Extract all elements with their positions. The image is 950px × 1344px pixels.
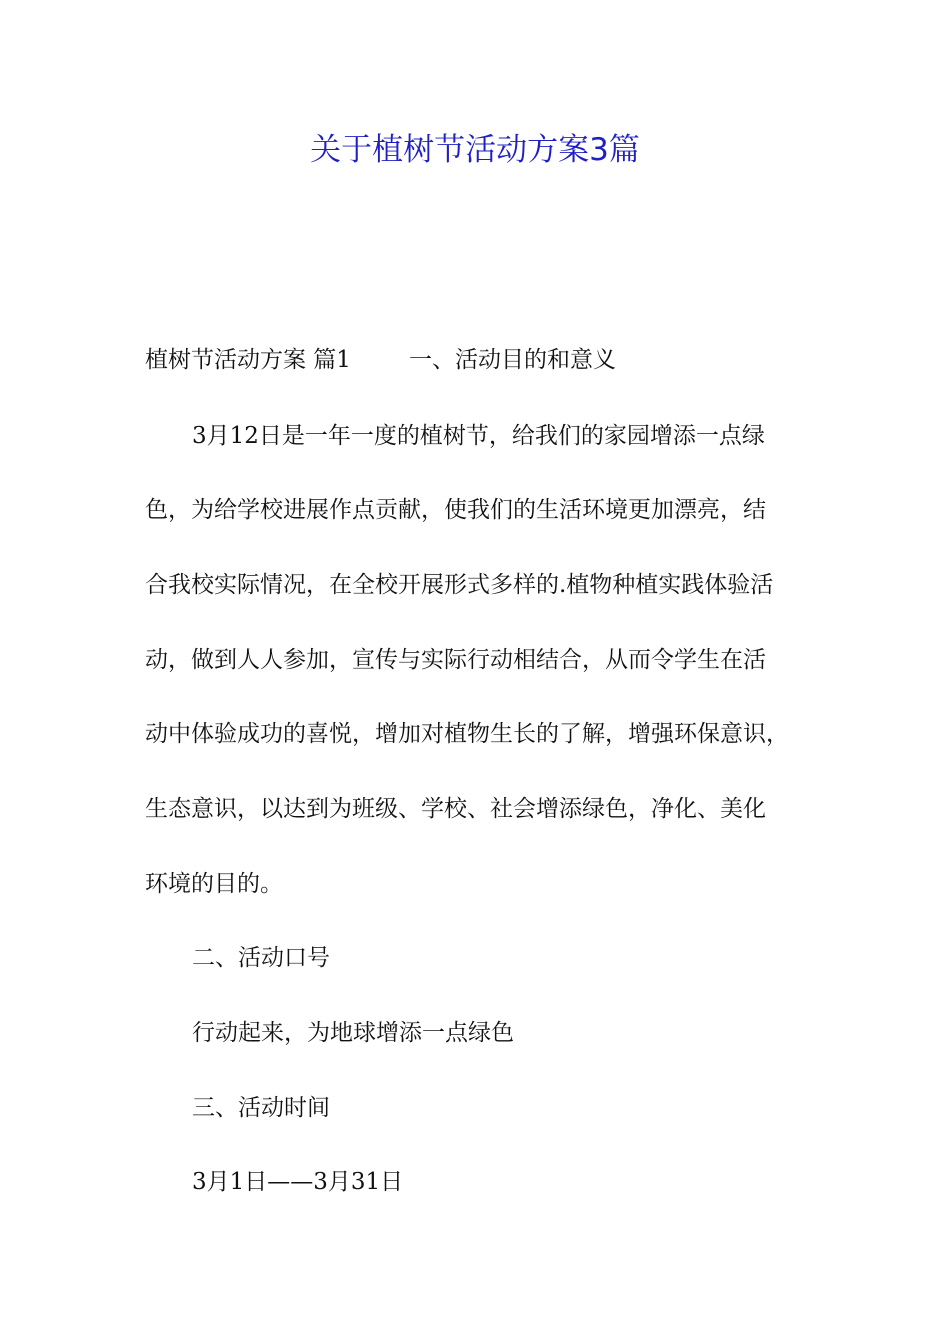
time-range-text: 3月1日——3月31日 bbox=[192, 1169, 404, 1195]
section1-heading: 一、活动目的和意义 bbox=[408, 347, 616, 373]
slogan-text: 行动起来，为地球增添一点绿色 bbox=[192, 1020, 514, 1046]
paragraph-line: 3月12日是一年一度的植树节，给我们的家园增添一点绿 bbox=[192, 423, 765, 449]
section2-heading: 二、活动口号 bbox=[192, 945, 330, 971]
paragraph-line: 色，为给学校进展作点贡献，使我们的生活环境更加漂亮，结 bbox=[145, 497, 766, 523]
document-title: 关于植树节活动方案3篇 bbox=[310, 132, 640, 168]
paragraph-line: 动，做到人人参加，宣传与实际行动相结合，从而令学生在活 bbox=[145, 647, 766, 673]
paragraph-line: 动中体验成功的喜悦，增加对植物生长的了解，增强环保意识， bbox=[145, 721, 789, 747]
paragraph-line: 环境的目的。 bbox=[145, 871, 283, 897]
section3-heading: 三、活动时间 bbox=[192, 1095, 330, 1121]
paragraph-line: 生态意识，以达到为班级、学校、社会增添绿色，净化、美化 bbox=[145, 796, 766, 822]
plan-heading: 植树节活动方案 篇1 bbox=[145, 347, 351, 373]
section1-heading-line bbox=[145, 344, 616, 376]
paragraph-line: 合我校实际情况，在全校开展形式多样的.植物种植实践体验活 bbox=[145, 572, 774, 598]
